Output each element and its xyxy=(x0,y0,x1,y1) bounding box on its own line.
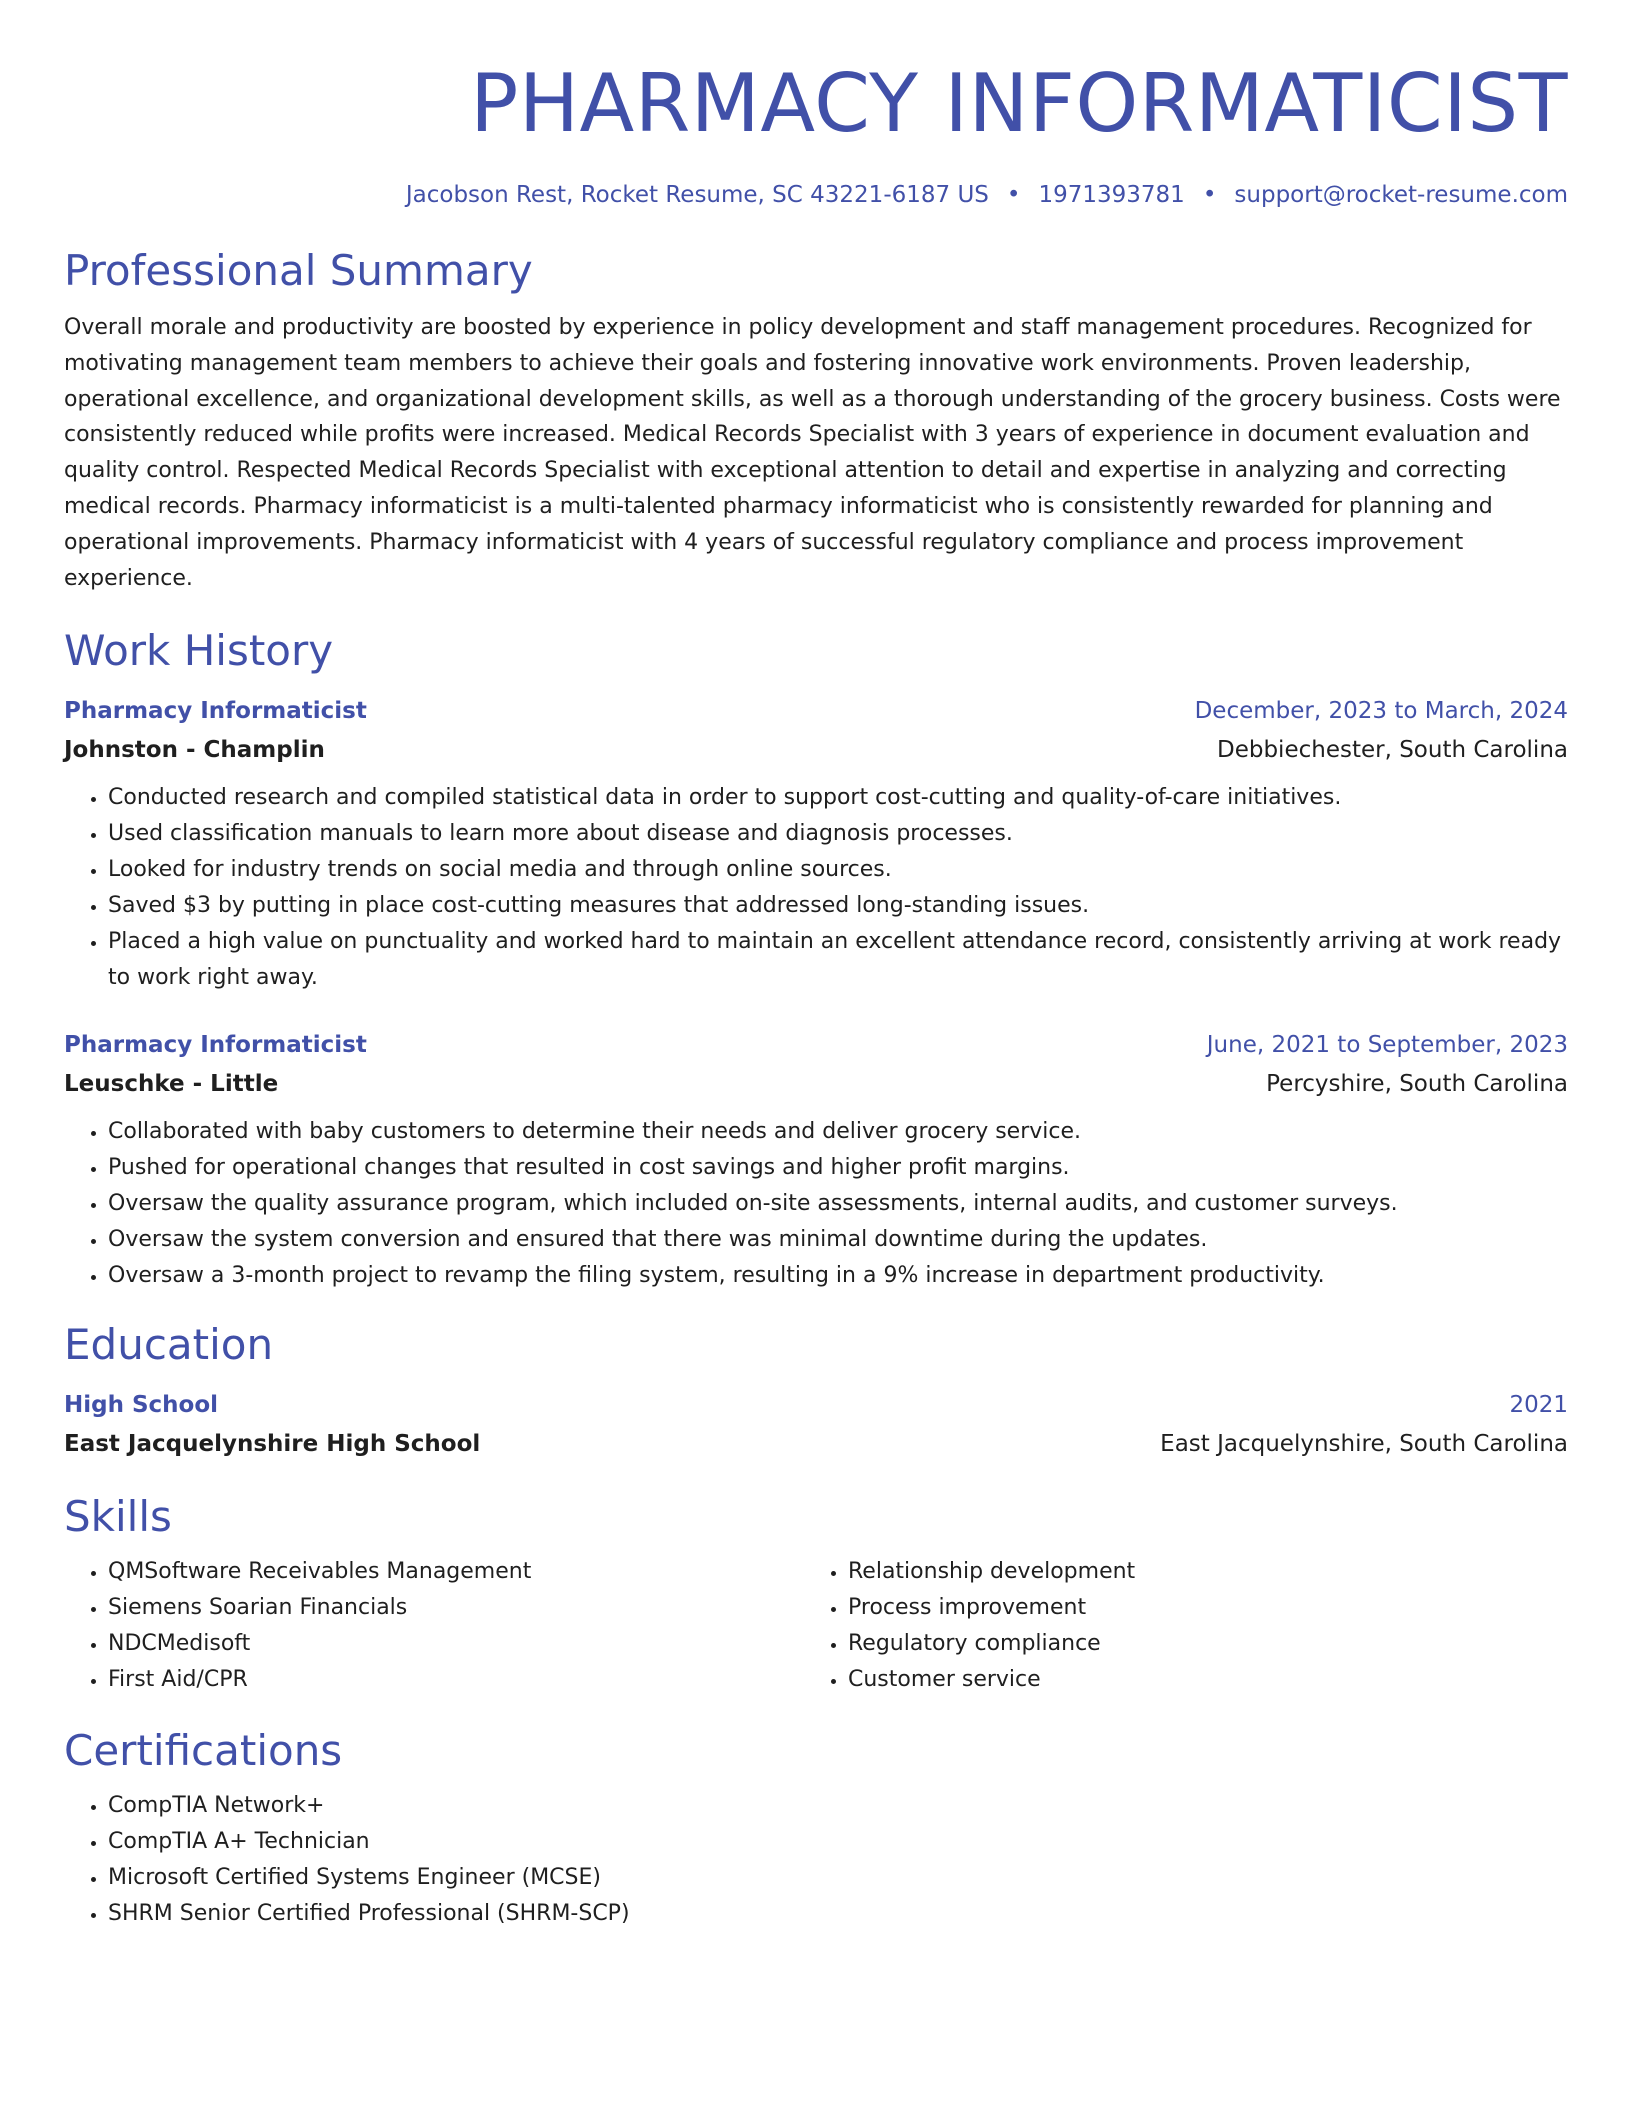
job-employer-row xyxy=(64,1064,1568,1104)
contact-email[interactable]: support@rocket-resume.com xyxy=(1234,182,1568,208)
job-employer-row xyxy=(64,730,1568,770)
job-bullet-list xyxy=(64,780,1568,996)
summary-heading: Professional Summary xyxy=(64,246,533,295)
education-location: East Jacquelynshire, South Carolina xyxy=(1160,1431,1568,1458)
job-bullet: • Oversaw a 3-month project to revamp the filing system, resulting in a 9% increase in department productivity. xyxy=(108,1258,1568,1294)
skills-list-left xyxy=(64,1554,804,1698)
job-title-row xyxy=(64,692,1568,730)
job-dates: December, 2023 to March, 2024 xyxy=(1194,698,1568,725)
education-year: 2021 xyxy=(1509,1392,1568,1419)
job-title: Pharmacy Informaticist xyxy=(64,1032,367,1059)
certifications-section xyxy=(64,1724,1568,1932)
skill-item: • NDCMedisoft xyxy=(108,1626,804,1662)
job-bullet-list xyxy=(64,1114,1568,1294)
contact-line xyxy=(64,178,1568,212)
job-title-row xyxy=(64,1026,1568,1064)
education-school: East Jacquelynshire High School xyxy=(64,1431,481,1458)
skill-item: • Customer service xyxy=(848,1662,1135,1698)
job-entry xyxy=(64,692,1568,996)
skills-column-right xyxy=(804,1544,1135,1698)
contact-separator: • xyxy=(1006,182,1021,208)
skills-column-left xyxy=(64,1544,804,1698)
certifications-heading: Certifications xyxy=(64,1726,343,1776)
skill-item: • Process improvement xyxy=(848,1590,1135,1626)
job-bullet: • Placed a high value on punctuality and worked hard to maintain an excellent attendance record, consistently arriving at work ready to work right away. xyxy=(108,924,1568,996)
job-bullet: • Looked for industry trends on social media and through online sources. xyxy=(108,852,1568,888)
skills-heading: Skills xyxy=(64,1492,172,1542)
job-location: Debbiechester, South Carolina xyxy=(1217,737,1568,764)
certifications-list xyxy=(64,1788,1568,1932)
job-bullet: • Collaborated with baby customers to determine their needs and deliver grocery service. xyxy=(108,1114,1568,1150)
skill-item: • Siemens Soarian Financials xyxy=(108,1590,804,1626)
job-bullet: • Pushed for operational changes that resulted in cost savings and higher profit margins. xyxy=(108,1150,1568,1186)
education-entry xyxy=(64,1386,1568,1464)
education-section xyxy=(64,1318,1568,1464)
job-bullet: • Oversaw the system conversion and ensured that there was minimal downtime during the updates. xyxy=(108,1222,1568,1258)
skills-columns xyxy=(64,1544,1568,1698)
job-employer: Johnston - Champlin xyxy=(64,737,325,764)
job-bullet: • Conducted research and compiled statistical data in order to support cost-cutting and quality-of-care initiatives. xyxy=(108,780,1568,816)
job-title: Pharmacy Informaticist xyxy=(64,698,367,725)
job-bullet: • Used classification manuals to learn more about disease and diagnosis processes. xyxy=(108,816,1568,852)
certification-item: • CompTIA Network+ xyxy=(108,1788,1568,1824)
contact-address: Jacobson Rest, Rocket Resume, SC 43221-6187 US xyxy=(405,182,989,208)
education-heading: Education xyxy=(64,1320,274,1370)
work-history-heading: Work History xyxy=(64,626,334,676)
job-location: Percyshire, South Carolina xyxy=(1266,1071,1568,1098)
work-history-section xyxy=(64,624,1568,1294)
contact-separator: • xyxy=(1202,182,1217,208)
contact-phone: 1971393781 xyxy=(1038,182,1185,208)
job-entry xyxy=(64,1026,1568,1294)
skill-item: • Regulatory compliance xyxy=(848,1626,1135,1662)
skill-item: • QMSoftware Receivables Management xyxy=(108,1554,804,1590)
skill-item: • First Aid/CPR xyxy=(108,1662,804,1698)
skill-item: • Relationship development xyxy=(848,1554,1135,1590)
education-degree: High School xyxy=(64,1392,219,1419)
education-degree-row xyxy=(64,1386,1568,1424)
skills-list-right xyxy=(804,1554,1135,1698)
certification-item: • Microsoft Certified Systems Engineer (MCSE) xyxy=(108,1860,1568,1896)
job-dates: June, 2021 to September, 2023 xyxy=(1206,1032,1568,1059)
resume-title: PHARMACY INFORMATICIST xyxy=(470,57,1568,150)
summary-text: Overall morale and productivity are boosted by experience in policy development and staff management procedures. Recognized for motivating management team members to achieve their goals and fostering innovative work environments. Proven leadership, operational excellence, and organizational development skills, as well as a thorough understanding of the grocery business. Costs were consistently reduced while profits were increased. Medical Records Specialist with 3 years of experience in document evaluation and quality control. Respected Medical Records Specialist with exceptional attention to detail and expertise in analyzing and correcting medical records. Pharmacy informaticist is a multi-talented pharmacy informaticist who is consistently rewarded for planning and operational improvements. Pharmacy informaticist with 4 years of successful regulatory compliance and process improvement experience. xyxy=(64,315,1561,591)
job-bullet: • Saved $3 by putting in place cost-cutting measures that addressed long-standing issues. xyxy=(108,888,1568,924)
certification-item: • CompTIA A+ Technician xyxy=(108,1824,1568,1860)
summary-section xyxy=(64,244,1568,596)
education-school-row xyxy=(64,1424,1568,1464)
certification-item: • SHRM Senior Certified Professional (SHRM-SCP) xyxy=(108,1896,1568,1932)
skills-section xyxy=(64,1490,1568,1698)
job-employer: Leuschke - Little xyxy=(64,1071,279,1098)
job-bullet: • Oversaw the quality assurance program, which included on-site assessments, internal audits, and customer surveys. xyxy=(108,1186,1568,1222)
